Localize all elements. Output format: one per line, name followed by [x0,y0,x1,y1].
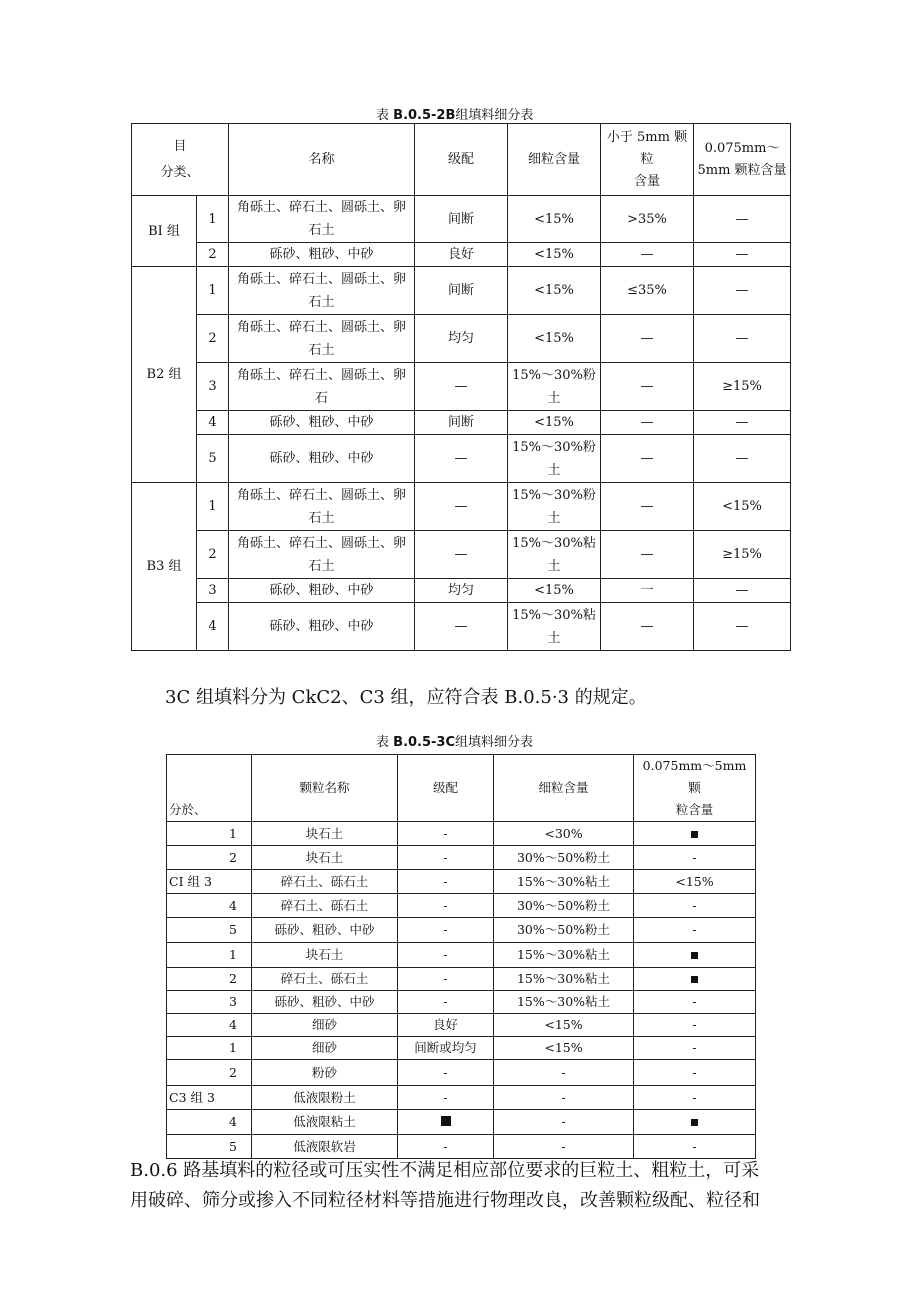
table1-cell-fines: 15%～30%粉土 [508,483,601,531]
table1-header-lt5-line1: 小于 5mm 颗粒 [606,129,688,167]
table2-cell-range: <15% [634,870,756,894]
table1-cell-range: ≥15% [694,531,791,579]
table1-cell-lt5: — [601,483,694,531]
table1-cell-lt5: — [601,243,694,267]
table1-cell-lt5: — [601,363,694,411]
table1-cell-grading: — [415,435,508,483]
table2-cell-range [634,943,756,968]
table2-row [167,943,756,968]
table2-body [167,755,756,1159]
table1-cell-grading: 均匀 [415,315,508,363]
table1-cell-no: 1 [197,267,229,315]
table1-header-range [694,124,791,196]
table2-cell-fines: <30% [494,822,634,846]
table1-header-corner-bottom: 分类、 [160,164,200,180]
table2-cell-range: - [634,894,756,918]
table1-cell-range: <15% [694,483,791,531]
table2-row [167,968,756,991]
table2-caption [376,731,533,750]
table2-cell-name: 细砂 [252,1037,398,1060]
table1-body [132,124,791,651]
table2-cell-fines: <15% [494,1014,634,1037]
table1-header-range-line2: 5mm 颗粒含量 [697,162,787,178]
table1-cell-lt5: — [601,603,694,651]
table2-cell-range: - [634,1060,756,1086]
table1-cell-lt5: ≤35% [601,267,694,315]
table1-header-fines: 细粒含量 [508,124,601,196]
table1-cell-range: — [694,435,791,483]
table2-header-corner-text: 分於、 [169,802,207,817]
table2-cell-range: - [634,1135,756,1159]
table1-cell-no: 2 [197,243,229,267]
table1-cell-fines: <15% [508,196,601,243]
table1-cell-range: — [694,411,791,435]
table1-group-label: B2 组 [132,267,197,483]
table1-cell-lt5: — [601,435,694,483]
table2-row [167,991,756,1014]
table1-group-label: BI 组 [132,196,197,267]
table1-caption-number: B.0.5-2B [393,108,456,123]
table1-cell-grading: 间断 [415,196,508,243]
table2-cell-group: CI 组 3 [167,870,252,894]
table1-cell-no: 2 [197,315,229,363]
table1-cell-name: 角砾土、碎石土、圆砾土、卵石 [229,363,415,411]
table1-cell-range: — [694,243,791,267]
table1-header-lt5 [601,124,694,196]
table2-cell-name: 砾砂、粗砂、中砂 [252,918,398,943]
table2-row [167,1135,756,1159]
table2-header-range-line2: 粒含量 [675,802,714,817]
table2-cell-grading: - [398,870,494,894]
table2-cell-name: 碎石土、砾石土 [252,870,398,894]
table1-header-corner-top: 目 [173,138,187,154]
table1-cell-name: 砾砂、粗砂、中砂 [229,579,415,603]
filled-square-icon [691,976,698,983]
table2-caption-prefix: 表 [376,735,390,750]
table2-cell-group: 5 [167,1135,252,1159]
table2-row [167,1060,756,1086]
table1-caption-prefix: 表 [376,108,390,123]
table2-cell-grading: - [398,846,494,870]
table2-cell-name: 块石土 [252,846,398,870]
table1-cell-grading: — [415,531,508,579]
table1-cell-lt5: >35% [601,196,694,243]
table1-cell-name: 砾砂、粗砂、中砂 [229,243,415,267]
table1-cell-fines: 15%～30%粉土 [508,435,601,483]
table1-cell-no: 1 [197,483,229,531]
table2-cell-range: - [634,1037,756,1060]
table1-cell-range: — [694,579,791,603]
table2-header-fines: 细粒含量 [494,755,634,822]
filled-square-icon [441,1116,451,1126]
table2-cell-name: 碎石土、砾石土 [252,968,398,991]
table2-cell-fines: <15% [494,1037,634,1060]
table1-row [132,435,791,483]
table1-cell-grading: 均匀 [415,579,508,603]
table2-cell-grading: - [398,894,494,918]
table2-cell-grading: - [398,822,494,846]
table1-row [132,315,791,363]
table2-cell-name: 低液限粉土 [252,1086,398,1110]
paragraph-c-groups: 3C 组填料分为 CkC2、C3 组，应符合表 B.0.5·3 的规定。 [165,687,647,708]
table1-cell-lt5: — [601,531,694,579]
table2-cell-fines: 30%～50%粉土 [494,846,634,870]
table1-cell-grading: 良好 [415,243,508,267]
filled-square-icon [691,831,698,838]
table2-cell-range [634,1110,756,1135]
table2-cell-fines: 30%～50%粉土 [494,918,634,943]
table2-row [167,846,756,870]
table2-header-row [167,755,756,822]
table2-cell-group: 2 [167,968,252,991]
table1-cell-grading: 间断 [415,411,508,435]
filled-square-icon [691,952,698,959]
table2-cell-fines: - [494,1110,634,1135]
table1-row [132,196,791,243]
table1-cell-fines: <15% [508,267,601,315]
table1-group-label: B3 组 [132,483,197,651]
table1-row [132,411,791,435]
table2-cell-range [634,968,756,991]
table1-row [132,267,791,315]
table1-caption [376,104,533,123]
table2-cell-fines: 15%～30%粘土 [494,943,634,968]
table2-row [167,1086,756,1110]
table2-cell-fines: - [494,1086,634,1110]
table2-cell-group: 5 [167,918,252,943]
table2-cell-name: 块石土 [252,943,398,968]
table2-cell-range: - [634,991,756,1014]
table1-cell-lt5: — [601,411,694,435]
table1-cell-fines: <15% [508,243,601,267]
table2-cell-name: 细砂 [252,1014,398,1037]
table1-cell-name: 角砾土、碎石土、圆砾土、卵石土 [229,483,415,531]
table1-header-name: 名称 [229,124,415,196]
table1-cell-fines: 15%～30%粉土 [508,363,601,411]
paragraph-b06-line2: 用破碎、筛分或掺入不同粒径材料等措施进行物理改良，改善颗粒级配、粒径和 [130,1190,760,1211]
table2-row [167,1110,756,1135]
table2-cell-fines: 15%～30%粘土 [494,968,634,991]
table2-header-range-line1: 0.075mm～5mm 颗 [642,758,747,795]
table2-cell-grading: - [398,943,494,968]
table2-row [167,1037,756,1060]
table2-cell-range: - [634,1014,756,1037]
table1-row [132,531,791,579]
table2-cell-grading [398,1110,494,1135]
table1-cell-fines: <15% [508,315,601,363]
table1-cell-no: 1 [197,196,229,243]
table2-row [167,894,756,918]
table2-cell-range [634,822,756,846]
table1-header-lt5-line2: 含量 [634,173,661,189]
table1-row [132,603,791,651]
table1-cell-no: 2 [197,531,229,579]
table2-cell-group: 1 [167,1037,252,1060]
table1-cell-fines: 15%～30%粘土 [508,603,601,651]
table1-cell-grading: 间断 [415,267,508,315]
table2-cell-grading: - [398,918,494,943]
table1-header-range-line1: 0.075mm～ [704,140,780,156]
table1-cell-fines: 15%～30%粘土 [508,531,601,579]
table2-cell-range: - [634,846,756,870]
table1-cell-fines: <15% [508,579,601,603]
table2-header-range [634,755,756,822]
table2-cell-name: 碎石土、砾石土 [252,894,398,918]
table2-cell-grading: 间断或均匀 [398,1037,494,1060]
table2-cell-fines: 30%～50%粉土 [494,894,634,918]
table2-cell-name: 粉砂 [252,1060,398,1086]
table2-cell-range: - [634,918,756,943]
table2-cell-group: 3 [167,991,252,1014]
table2-row [167,1014,756,1037]
table2-row [167,918,756,943]
table2-header-name: 颗粒名称 [252,755,398,822]
table2-caption-text: 组填料细分表 [455,735,534,750]
table1-header-row [132,124,791,196]
table2-cell-name: 砾砂、粗砂、中砂 [252,991,398,1014]
table1-row [132,579,791,603]
paragraph-b06-line1: B.0.6 路基填料的粒径或可压实性不满足相应部位要求的巨粒土、粗粒土，可采 [130,1160,760,1181]
table2-cell-group: 2 [167,846,252,870]
table1-cell-name: 角砾土、碎石土、圆砾土、卵石土 [229,196,415,243]
table2-cell-group: 2 [167,1060,252,1086]
table1-header-corner [132,124,229,196]
table2-cell-grading: - [398,1086,494,1110]
table1-cell-no: 4 [197,411,229,435]
table2-cell-grading: - [398,968,494,991]
table1-cell-name: 角砾土、碎石土、圆砾土、卵石土 [229,315,415,363]
table1-caption-text: 组填料细分表 [455,108,534,123]
table1-cell-name: 砾砂、粗砂、中砂 [229,435,415,483]
table2-cell-fines: 15%～30%粘土 [494,870,634,894]
table2-cell-grading: 良好 [398,1014,494,1037]
table2-cell-group: 4 [167,1110,252,1135]
table1-cell-no: 3 [197,363,229,411]
table1-cell-lt5: 一 [601,579,694,603]
table1-row [132,483,791,531]
table1-row [132,363,791,411]
table1-cell-range: — [694,603,791,651]
table2-cell-group: C3 组 3 [167,1086,252,1110]
table2-cell-fines: - [494,1135,634,1159]
table1-cell-name: 砾砂、粗砂、中砂 [229,411,415,435]
table1-cell-grading: — [415,363,508,411]
table2-row [167,822,756,846]
table1-header-grading: 级配 [415,124,508,196]
table1-cell-grading: — [415,483,508,531]
table1-cell-no: 3 [197,579,229,603]
table1-row [132,243,791,267]
table2-cell-range: - [634,1086,756,1110]
table2-header-grading: 级配 [398,755,494,822]
table1-cell-range: ≥15% [694,363,791,411]
table2-cell-name: 低液限粘土 [252,1110,398,1135]
table1-cell-name: 角砾土、碎石土、圆砾土、卵石土 [229,531,415,579]
table2-cell-group: 1 [167,822,252,846]
table1-cell-range: — [694,267,791,315]
table1-cell-no: 4 [197,603,229,651]
table2-header-corner [167,755,252,822]
table2-row [167,870,756,894]
table2-cell-grading: - [398,1135,494,1159]
table2-cell-group: 4 [167,1014,252,1037]
table2-cell-group: 1 [167,943,252,968]
table1 [131,123,791,651]
table2-cell-grading: - [398,991,494,1014]
table2-caption-number: B.0.5-3C [393,735,456,750]
filled-square-icon [691,1119,698,1126]
table1-cell-no: 5 [197,435,229,483]
table2-cell-name: 块石土 [252,822,398,846]
table2-cell-fines: - [494,1060,634,1086]
table2-cell-group: 4 [167,894,252,918]
table1-cell-fines: <15% [508,411,601,435]
table2-cell-fines: 15%～30%粘土 [494,991,634,1014]
table1-cell-lt5: — [601,315,694,363]
table1-cell-range: — [694,315,791,363]
table1-cell-range: — [694,196,791,243]
table2-cell-name: 低液限软岩 [252,1135,398,1159]
table1-cell-name: 砾砂、粗砂、中砂 [229,603,415,651]
table2-cell-grading: - [398,1060,494,1086]
table1-cell-name: 角砾土、碎石土、圆砾土、卵石土 [229,267,415,315]
table1-cell-grading: — [415,603,508,651]
table2 [166,754,756,1159]
